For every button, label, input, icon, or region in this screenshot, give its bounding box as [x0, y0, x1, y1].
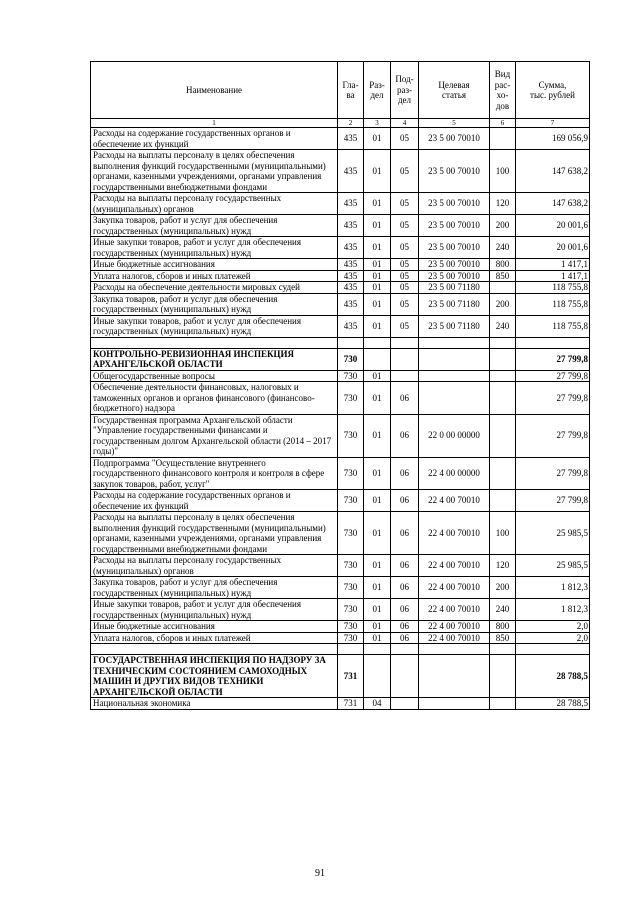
- row-vid: [490, 698, 516, 710]
- table-row: [91, 315, 590, 337]
- spacer-cell: [490, 644, 516, 655]
- table-row: [91, 599, 590, 621]
- table-row: [91, 215, 590, 237]
- row-podrazdel: [391, 655, 419, 698]
- table-row: [91, 457, 590, 490]
- row-razdel: 01: [364, 414, 391, 457]
- row-razdel: 01: [364, 128, 391, 150]
- row-razdel: 01: [364, 599, 391, 621]
- row-razdel: 01: [364, 315, 391, 337]
- row-glava: 730: [338, 382, 364, 415]
- spacer-cell: [364, 337, 391, 348]
- row-name: Расходы на содержание государственных органов и обеспечение их функций: [91, 490, 338, 512]
- row-name: КОНТРОЛЬНО-РЕВИЗИОННАЯ ИНСПЕКЦИЯ АРХАНГЕЛЬСКОЙ ОБЛАСТИ: [91, 348, 338, 370]
- row-name: Закупка товаров, работ и услуг для обеспечения государственных (муниципальных) нужд: [91, 215, 338, 237]
- table-row: [91, 577, 590, 599]
- table-row: [91, 414, 590, 457]
- row-podrazdel: 06: [391, 490, 419, 512]
- row-summa: 1 812,3: [516, 599, 590, 621]
- row-summa: 28 788,5: [516, 698, 590, 710]
- row-razdel: 01: [364, 282, 391, 294]
- table-row: [91, 512, 590, 555]
- row-podrazdel: 06: [391, 621, 419, 633]
- row-name: Иные закупки товаров, работ и услуг для обеспечения государственных (муниципальных) нужд: [91, 237, 338, 259]
- row-statya: 23 5 00 70010: [419, 237, 490, 259]
- header-summa: Сумма, тыс. рублей: [516, 62, 590, 119]
- table-body: [91, 128, 590, 710]
- row-summa: 169 056,9: [516, 128, 590, 150]
- row-summa: 147 638,2: [516, 150, 590, 193]
- row-statya: 22 4 00 70010: [419, 577, 490, 599]
- spacer-row: [91, 337, 590, 348]
- row-summa: 1 417,1: [516, 259, 590, 271]
- row-razdel: 01: [364, 237, 391, 259]
- row-statya: [419, 382, 490, 415]
- row-podrazdel: [391, 698, 419, 710]
- row-summa: 27 799,8: [516, 348, 590, 370]
- row-summa: 118 755,8: [516, 282, 590, 294]
- spacer-cell: [91, 337, 338, 348]
- row-glava: 435: [338, 282, 364, 294]
- column-number: 7: [516, 119, 590, 128]
- header-statya: Целевая статья: [419, 62, 490, 119]
- spacer-cell: [419, 337, 490, 348]
- row-summa: 25 985,5: [516, 512, 590, 555]
- row-statya: [419, 655, 490, 698]
- row-statya: 22 4 00 70010: [419, 599, 490, 621]
- row-statya: 23 5 00 70010: [419, 215, 490, 237]
- row-razdel: 01: [364, 293, 391, 315]
- row-statya: 23 5 00 70010: [419, 259, 490, 271]
- column-number: 3: [364, 119, 391, 128]
- row-podrazdel: [391, 348, 419, 370]
- table-row: [91, 259, 590, 271]
- row-vid: [490, 370, 516, 382]
- row-statya: 23 5 00 71180: [419, 282, 490, 294]
- row-statya: 22 4 00 70010: [419, 632, 490, 644]
- row-summa: 20 001,6: [516, 237, 590, 259]
- row-vid: [490, 490, 516, 512]
- row-podrazdel: 05: [391, 237, 419, 259]
- table-row: [91, 698, 590, 710]
- table-row: [91, 555, 590, 577]
- row-summa: 28 788,5: [516, 655, 590, 698]
- row-vid: [490, 457, 516, 490]
- column-number: 1: [91, 119, 338, 128]
- row-statya: 23 5 00 70010: [419, 270, 490, 282]
- row-podrazdel: 05: [391, 128, 419, 150]
- row-name: Иные закупки товаров, работ и услуг для обеспечения государственных (муниципальных) нужд: [91, 315, 338, 337]
- column-number: 6: [490, 119, 516, 128]
- row-vid: [490, 128, 516, 150]
- row-razdel: 01: [364, 632, 391, 644]
- table-row: [91, 150, 590, 193]
- row-statya: 22 4 00 70010: [419, 621, 490, 633]
- row-name: Расходы на обеспечение деятельности мировых судей: [91, 282, 338, 294]
- row-glava: 731: [338, 655, 364, 698]
- row-vid: 100: [490, 512, 516, 555]
- row-vid: 240: [490, 599, 516, 621]
- row-vid: 800: [490, 259, 516, 271]
- row-glava: 730: [338, 512, 364, 555]
- row-podrazdel: 05: [391, 270, 419, 282]
- row-name: Обеспечение деятельности финансовых, налоговых и таможенных органов и органов финансового (финансово-бюджетного) надзора: [91, 382, 338, 415]
- row-podrazdel: 05: [391, 193, 419, 215]
- row-glava: 435: [338, 128, 364, 150]
- table-row: [91, 621, 590, 633]
- row-statya: [419, 370, 490, 382]
- row-name: Расходы на выплаты персоналу государственных (муниципальных) органов: [91, 555, 338, 577]
- row-name: ГОСУДАРСТВЕННАЯ ИНСПЕКЦИЯ ПО НАДЗОРУ ЗА ТЕХНИЧЕСКИМ СОСТОЯНИЕМ САМОХОДНЫХ МАШИН И ДРУГИХ ВИДОВ ТЕХНИКИ АРХАНГЕЛЬСКОЙ ОБЛАСТИ: [91, 655, 338, 698]
- row-summa: 27 799,8: [516, 414, 590, 457]
- row-vid: [490, 414, 516, 457]
- row-summa: 2,0: [516, 621, 590, 633]
- header-name: Наименование: [91, 62, 338, 119]
- row-name: Расходы на содержание государственных органов и обеспечение их функций: [91, 128, 338, 150]
- row-podrazdel: 06: [391, 512, 419, 555]
- row-podrazdel: 06: [391, 632, 419, 644]
- row-podrazdel: 05: [391, 150, 419, 193]
- row-glava: 730: [338, 348, 364, 370]
- row-vid: 120: [490, 193, 516, 215]
- row-glava: 435: [338, 237, 364, 259]
- row-glava: 730: [338, 490, 364, 512]
- row-podrazdel: 06: [391, 599, 419, 621]
- row-statya: 23 5 00 70010: [419, 150, 490, 193]
- row-vid: 850: [490, 270, 516, 282]
- row-summa: 147 638,2: [516, 193, 590, 215]
- table-row: [91, 370, 590, 382]
- row-vid: 240: [490, 315, 516, 337]
- row-vid: [490, 382, 516, 415]
- row-razdel: 01: [364, 150, 391, 193]
- row-podrazdel: 06: [391, 577, 419, 599]
- row-statya: 22 4 00 70010: [419, 555, 490, 577]
- row-glava: 435: [338, 270, 364, 282]
- row-razdel: 01: [364, 490, 391, 512]
- row-vid: 200: [490, 293, 516, 315]
- row-name: Закупка товаров, работ и услуг для обеспечения государственных (муниципальных) нужд: [91, 577, 338, 599]
- row-statya: 22 4 00 00000: [419, 457, 490, 490]
- row-glava: 730: [338, 555, 364, 577]
- row-glava: 730: [338, 457, 364, 490]
- row-name: Расходы на выплаты персоналу государственных (муниципальных) органов: [91, 193, 338, 215]
- row-podrazdel: 06: [391, 382, 419, 415]
- row-name: Национальная экономика: [91, 698, 338, 710]
- row-name: Общегосударственные вопросы: [91, 370, 338, 382]
- row-glava: 730: [338, 621, 364, 633]
- row-razdel: 01: [364, 621, 391, 633]
- row-summa: 27 799,8: [516, 382, 590, 415]
- row-summa: 118 755,8: [516, 293, 590, 315]
- row-razdel: [364, 655, 391, 698]
- row-razdel: 01: [364, 382, 391, 415]
- spacer-cell: [490, 337, 516, 348]
- spacer-cell: [338, 644, 364, 655]
- row-statya: [419, 348, 490, 370]
- row-name: Уплата налогов, сборов и иных платежей: [91, 632, 338, 644]
- row-name: Иные бюджетные ассигнования: [91, 259, 338, 271]
- row-summa: 1 812,3: [516, 577, 590, 599]
- row-razdel: [364, 348, 391, 370]
- row-vid: 240: [490, 237, 516, 259]
- row-glava: 435: [338, 215, 364, 237]
- row-statya: 23 5 00 70010: [419, 193, 490, 215]
- row-summa: 25 985,5: [516, 555, 590, 577]
- row-glava: 731: [338, 698, 364, 710]
- row-razdel: 01: [364, 512, 391, 555]
- row-statya: 22 4 00 70010: [419, 490, 490, 512]
- row-vid: 120: [490, 555, 516, 577]
- row-glava: 435: [338, 293, 364, 315]
- spacer-cell: [516, 644, 590, 655]
- row-name: Расходы на выплаты персоналу в целях обеспечения выполнения функций государственными (муниципальными) органами, казенными учреждениями, органами управления государственными внебюджетными фондами: [91, 150, 338, 193]
- row-razdel: 01: [364, 259, 391, 271]
- row-name: Расходы на выплаты персоналу в целях обеспечения выполнения функций государственными (муниципальными) органами, казенными учреждениями, органами управления государственными внебюджетными фондами: [91, 512, 338, 555]
- row-razdel: 01: [364, 457, 391, 490]
- row-podrazdel: 06: [391, 457, 419, 490]
- row-vid: 200: [490, 577, 516, 599]
- row-statya: 22 4 00 70010: [419, 512, 490, 555]
- row-podrazdel: 05: [391, 315, 419, 337]
- header-glava: Гла- ва: [338, 62, 364, 119]
- row-vid: [490, 655, 516, 698]
- header-vid: Вид рас- хо- дов: [490, 62, 516, 119]
- row-summa: 27 799,8: [516, 457, 590, 490]
- row-razdel: 04: [364, 698, 391, 710]
- header-razdel: Раз- дел: [364, 62, 391, 119]
- row-statya: 23 5 00 70010: [419, 128, 490, 150]
- table-row: [91, 282, 590, 294]
- row-razdel: 01: [364, 193, 391, 215]
- row-razdel: 01: [364, 370, 391, 382]
- row-glava: 730: [338, 414, 364, 457]
- row-vid: 200: [490, 215, 516, 237]
- spacer-cell: [516, 337, 590, 348]
- spacer-cell: [338, 337, 364, 348]
- budget-table: [90, 61, 590, 710]
- row-summa: 1 417,1: [516, 270, 590, 282]
- row-razdel: 01: [364, 270, 391, 282]
- column-number: 2: [338, 119, 364, 128]
- row-summa: 27 799,8: [516, 490, 590, 512]
- row-razdel: 01: [364, 577, 391, 599]
- spacer-cell: [419, 644, 490, 655]
- row-statya: 23 5 00 71180: [419, 315, 490, 337]
- spacer-row: [91, 644, 590, 655]
- row-podrazdel: 05: [391, 293, 419, 315]
- row-statya: [419, 698, 490, 710]
- row-glava: 730: [338, 632, 364, 644]
- row-podrazdel: [391, 370, 419, 382]
- row-vid: 100: [490, 150, 516, 193]
- table-row: [91, 655, 590, 698]
- spacer-cell: [391, 337, 419, 348]
- table-row: [91, 293, 590, 315]
- table-row: [91, 490, 590, 512]
- column-number: 5: [419, 119, 490, 128]
- header-podrazdel: Под- раз- дел: [391, 62, 419, 119]
- row-name: Иные бюджетные ассигнования: [91, 621, 338, 633]
- row-podrazdel: 05: [391, 259, 419, 271]
- row-razdel: 01: [364, 215, 391, 237]
- row-podrazdel: 05: [391, 282, 419, 294]
- table-row: [91, 193, 590, 215]
- row-podrazdel: 05: [391, 215, 419, 237]
- row-statya: 22 0 00 00000: [419, 414, 490, 457]
- column-number: 4: [391, 119, 419, 128]
- row-glava: 435: [338, 193, 364, 215]
- row-vid: 850: [490, 632, 516, 644]
- row-glava: 435: [338, 259, 364, 271]
- row-glava: 435: [338, 315, 364, 337]
- spacer-cell: [364, 644, 391, 655]
- spacer-cell: [91, 644, 338, 655]
- table-row: [91, 632, 590, 644]
- row-summa: 20 001,6: [516, 215, 590, 237]
- row-glava: 730: [338, 599, 364, 621]
- row-name: Уплата налогов, сборов и иных платежей: [91, 270, 338, 282]
- row-glava: 730: [338, 370, 364, 382]
- row-name: Закупка товаров, работ и услуг для обеспечения государственных (муниципальных) нужд: [91, 293, 338, 315]
- row-summa: 27 799,8: [516, 370, 590, 382]
- page-number: 91: [315, 868, 325, 879]
- row-name: Подпрограмма "Осуществление внутреннего государственного финансового контроля и контроля в сфере закупок товаров, работ, услуг": [91, 457, 338, 490]
- table-row: [91, 382, 590, 415]
- table-row: [91, 128, 590, 150]
- row-podrazdel: 06: [391, 414, 419, 457]
- table-row: [91, 237, 590, 259]
- spacer-cell: [391, 644, 419, 655]
- row-name: Государственная программа Архангельской области "Управление государственными финансами и государственным долгом Архангельской области (2014 – 2017 годы)": [91, 414, 338, 457]
- row-summa: 118 755,8: [516, 315, 590, 337]
- row-podrazdel: 06: [391, 555, 419, 577]
- row-razdel: 01: [364, 555, 391, 577]
- row-statya: 23 5 00 71180: [419, 293, 490, 315]
- row-vid: [490, 282, 516, 294]
- row-vid: 800: [490, 621, 516, 633]
- table-row: [91, 348, 590, 370]
- row-summa: 2,0: [516, 632, 590, 644]
- row-vid: [490, 348, 516, 370]
- row-glava: 730: [338, 577, 364, 599]
- row-glava: 435: [338, 150, 364, 193]
- table-row: [91, 270, 590, 282]
- row-name: Иные закупки товаров, работ и услуг для обеспечения государственных (муниципальных) нужд: [91, 599, 338, 621]
